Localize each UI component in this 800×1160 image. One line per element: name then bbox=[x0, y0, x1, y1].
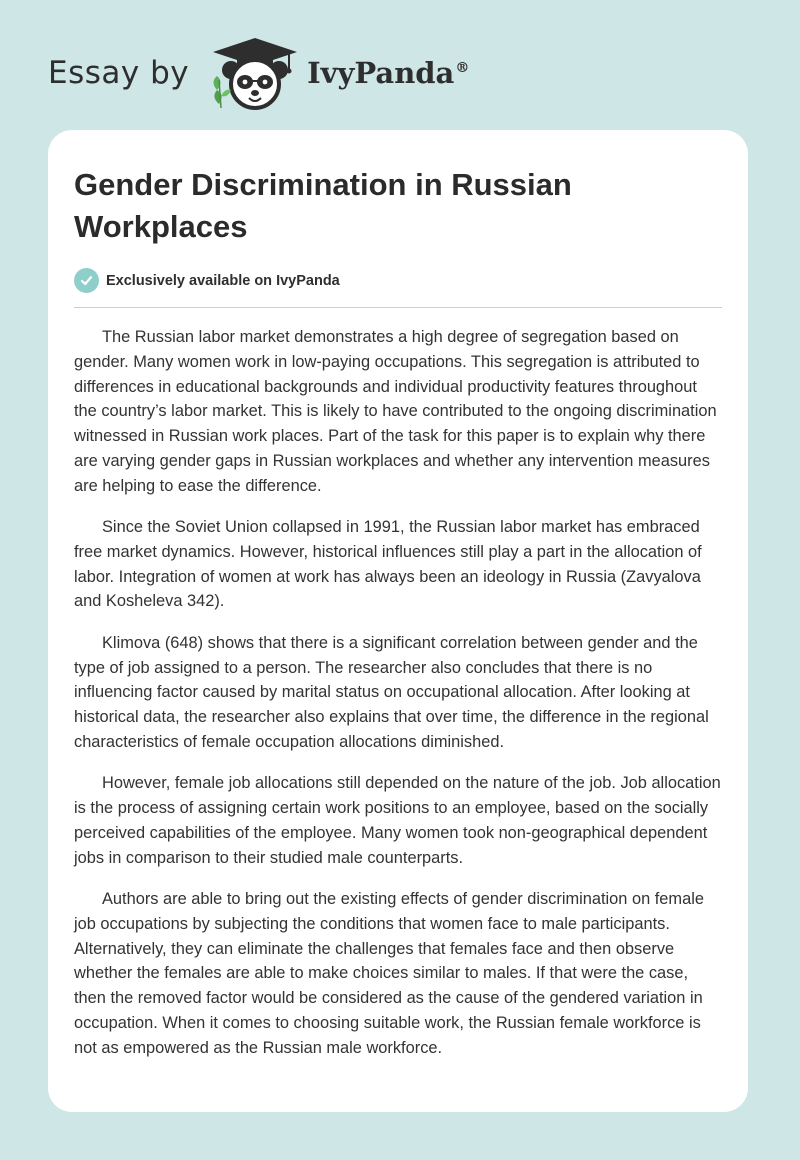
registered-mark: ® bbox=[455, 60, 470, 77]
paragraph: The Russian labor market demonstrates a high degree of segregation based on gender. Many women work in low-paying occupations. This segregation is attributed to differences in educational backgrounds and individual productivity features throughout the country’s labor market. This is likely to have contributed to the ongoing discrimination witnessed in Russian work places. Part of the task for this paper is to explain why there are varying gender gaps in Russian workplaces and whether any intervention measures are helping to ease the difference. bbox=[74, 328, 717, 495]
paragraph: Klimova (648) shows that there is a significant correlation between gender and the type of job assigned to a person. The researcher also concludes that there is no influencing factor caused by marital status on occupational allocation. After looking at historical data, the researcher also explains that over time, the difference in the regional characteristics of female occupation allocations diminished. bbox=[74, 633, 709, 751]
paragraph: Since the Soviet Union collapsed in 1991, the Russian labor market has embraced free market dynamics. However, historical influences still play a part in the allocation of labor. Integration of women at work has always been an ideology in Russia (Zavyalova and Kosheleva 342). bbox=[74, 518, 702, 611]
article-body bbox=[74, 325, 722, 1061]
brand-name[interactable]: IvyPanda® bbox=[307, 56, 470, 90]
paragraph: Authors are able to bring out the existing effects of gender discrimination on female job occupations by subjecting the conditions that women face to male participants. Alternatively, they can eliminate the challenges that females face and then observe whether the females are able to make choices similar to males. If that were the case, then the removed factor would be considered as the cause of the gendered variation in occupation. When it comes to choosing suitable work, the Russian female workforce is not as empowered as the Russian male workforce. bbox=[74, 889, 704, 1057]
panda-graduate-icon[interactable] bbox=[207, 36, 303, 110]
site-header bbox=[48, 36, 469, 110]
exclusive-notice bbox=[74, 268, 722, 308]
paragraph: However, female job allocations still depended on the nature of the job. Job allocation is the process of assigning certain work positions to an employee, based on the socially perceived capabilities of the employee. Many women took non-geographical dependent jobs in comparison to their studied male counterparts. bbox=[74, 774, 721, 867]
page-title: Gender Discrimination in Russian Workplaces bbox=[74, 167, 572, 244]
exclusive-label: Exclusively available on IvyPanda bbox=[106, 272, 340, 289]
article-card bbox=[48, 130, 748, 1112]
brand-prefix: Essay by bbox=[48, 55, 190, 91]
check-icon bbox=[74, 268, 99, 293]
